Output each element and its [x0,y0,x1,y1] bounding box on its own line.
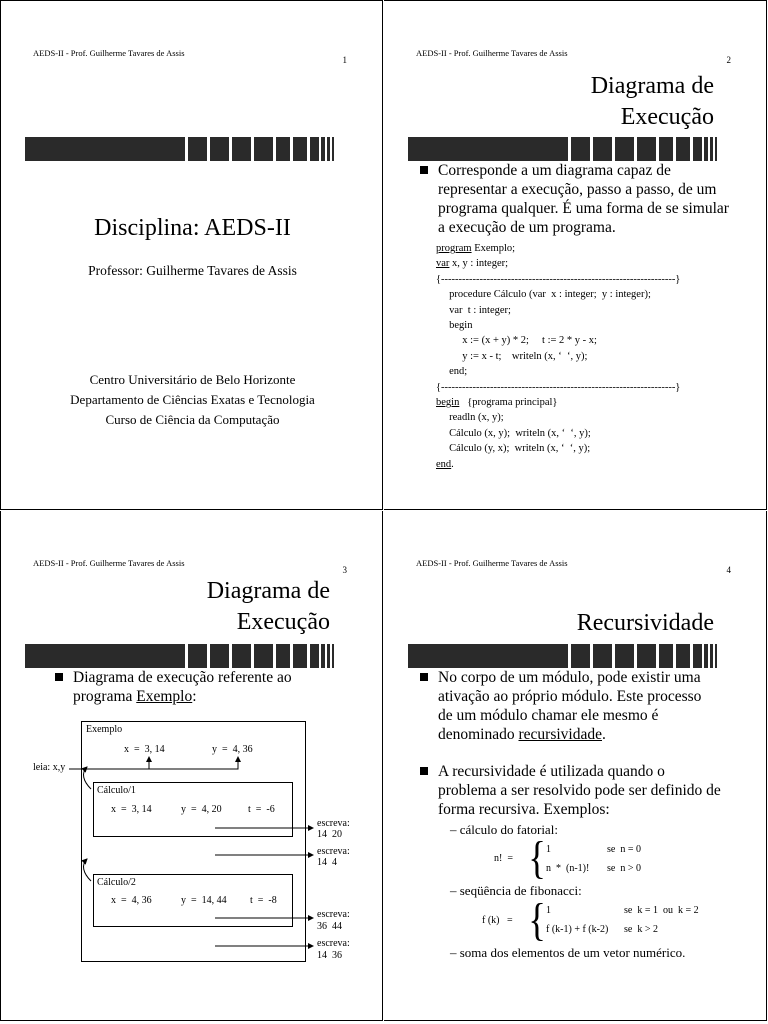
formula-condition: se k > 2 [624,924,658,935]
slide-title: Execução [620,104,714,130]
code-keyword: var [436,258,450,270]
read-arrow [69,757,238,769]
code-text: . [451,458,454,470]
diagram-output-value: 14 20 [317,829,342,840]
bullet-text-part: No corpo de um módulo, pode existir uma ativação ao próprio módulo. Este processo de um módulo chamar ele mesmo é denominado [438,669,702,743]
diagram-value: x = 3, 14 [111,804,152,815]
diagram-output-label: escreva: [317,846,350,857]
diagram-value: t = -8 [250,895,277,906]
sub-item: – cálculo do fatorial: [450,822,558,837]
page-number: 3 [342,565,347,575]
formula-lhs: f (k) = [482,915,513,926]
formula-case: n * (n-1)! [546,863,590,874]
bullet-point [420,762,722,819]
brace-icon: { [528,894,546,945]
brace-icon: { [528,832,546,883]
bullet-text-part: : [192,688,197,705]
slide-header: AEDS-II - Prof. Guilherme Tavares de Assis [416,558,568,568]
institution-line: Centro Universitário de Belo Horizonte [89,372,296,387]
formula-condition: se n > 0 [607,863,641,874]
slide-3 [0,511,383,1021]
diagram-value: y = 4, 20 [181,804,222,815]
code-keyword: begin [436,397,460,409]
return-arrow [84,767,91,789]
diagram-label: Cálculo/2 [97,877,136,888]
sub-item: – seqüência de fibonacci: [450,883,582,898]
slide-header: AEDS-II - Prof. Guilherme Tavares de Assis [33,48,185,58]
diagram-output-value: 14 4 [317,857,337,868]
slide-1 [0,0,383,510]
code-text: Cálculo (y, x); writeln (x, ‘ ‘, y); [436,443,591,455]
diagram-arrows [1,511,384,1021]
bullet-point [420,161,736,237]
professor-line: Professor: Guilherme Tavares de Assis [88,263,297,278]
diagram-value: x = 3, 14 [124,744,165,755]
diagram-label: leia: x,y [33,762,66,773]
institution-line: Curso de Ciência da Computação [105,412,280,427]
diagram-label: Exemplo [86,724,123,735]
bullet-square-icon [420,673,428,681]
formula-condition: se n = 0 [607,844,641,855]
diagram-output-label: escreva: [317,909,350,920]
slide-header: AEDS-II - Prof. Guilherme Tavares de Assis [416,48,568,58]
formula-case: 1 [546,844,551,855]
page-number: 4 [726,565,731,575]
diagram-label: Cálculo/1 [97,785,136,796]
code-text: x := (x + y) * 2; t := 2 * y - x; [436,335,597,347]
formula-lhs: n! = [494,853,513,864]
diagram-output-value: 14 36 [317,950,342,961]
code-keyword: program [436,243,472,254]
diagram-value: x = 4, 36 [111,895,152,906]
page-number: 2 [726,55,731,65]
code-text: y := x - t; writeln (x, ‘ ‘, y); [436,350,588,362]
code-text: {programa principal} [459,397,558,409]
decorative-bar [408,644,716,668]
diagram-output-value: 36 44 [317,921,342,932]
formula-condition: se k = 1 ou k = 2 [624,905,699,916]
code-text: procedure Cálculo (var x : integer; y : integer); [436,289,651,301]
bullet-text-underlined: Exemplo [136,688,193,705]
bullet-point [420,668,718,744]
code-text: readln (x, y); [436,412,504,424]
code-text: {-------------------------------------------------------------------} [436,273,681,285]
diagram-value: y = 14, 44 [181,895,227,906]
code-text: begin [436,320,473,332]
code-text: Exemplo; [471,243,516,254]
code-text: x, y : integer; [449,258,509,270]
diagram-value: y = 4, 36 [212,744,253,755]
bullet-text: A recursividade é utilizada quando o problema a ser resolvido pode ser definido de forma recursiva. Exemplos: [438,763,721,818]
code-keyword: end [436,458,452,470]
institution-line: Departamento de Ciências Exatas e Tecnologia [70,392,315,407]
sub-item: – soma dos elementos de um vetor numérico. [450,945,686,960]
code-text: {-------------------------------------------------------------------} [436,381,681,393]
bullet-text-part: Diagrama de execução referente ao programa [73,669,292,705]
code-listing [436,241,680,472]
page-number: 1 [342,55,347,65]
bullet-text [438,668,718,744]
slide-4 [384,511,767,1021]
slide-2 [384,0,767,510]
return-arrow [84,859,91,881]
slide-title: Execução [236,609,330,635]
slide-title: Diagrama de [206,578,330,604]
bullet-square-icon [420,166,428,174]
bullet-text-underlined: recursividade [518,726,602,743]
code-text: Cálculo (x, y); writeln (x, ‘ ‘, y); [436,427,591,439]
formula-case: f (k-1) + f (k-2) [546,924,609,935]
slide-title: Diagrama de [590,73,714,99]
slide-title: Recursividade [576,610,714,636]
diagram-output-label: escreva: [317,938,350,949]
code-text: var t : integer; [436,304,511,316]
bullet-text-part: . [602,726,606,743]
bullet-square-icon [420,767,428,775]
decorative-bar [25,137,333,161]
bullet-text: Corresponde a um diagrama capaz de representar a execução, passo a passo, de um programa qualquer. É uma forma de se simular a execução de um programa. [438,162,729,236]
course-title: Disciplina: AEDS-II [94,215,291,241]
slide-header: AEDS-II - Prof. Guilherme Tavares de Assis [33,558,185,568]
code-text: end; [436,366,468,378]
diagram-output-label: escreva: [317,818,350,829]
decorative-bar [408,137,716,161]
diagram-value: t = -6 [248,804,275,815]
formula-case: 1 [546,905,551,916]
